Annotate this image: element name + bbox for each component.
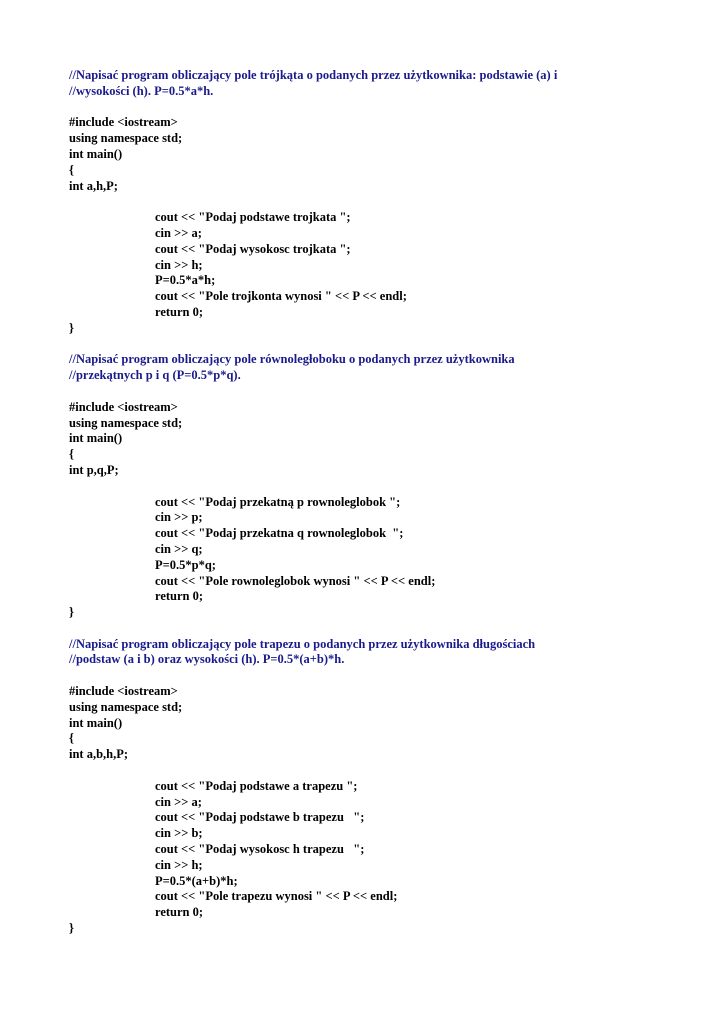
code-line: cout << "Pole trojkonta wynosi " << P << endl;: [155, 289, 407, 304]
code-line: return 0;: [155, 589, 204, 604]
code-line: }: [69, 605, 74, 620]
code-line: cout << "Pole trapezu wynosi " << P << endl;: [155, 889, 398, 904]
code-line: cout << "Podaj podstawe trojkata ";: [155, 210, 351, 225]
code-line: int main(): [69, 146, 123, 161]
section-parallelogram: [69, 352, 709, 636]
code-line: cout << "Podaj wysokosc trojkata ";: [155, 241, 351, 256]
code-line: int a,h,P;: [69, 178, 118, 193]
code-line: cout << "Podaj przekatną p rownoleglobok ";: [155, 494, 401, 509]
comment-line: //Napisać program obliczający pole równoległoboku o podanych przez użytkownika: [69, 352, 515, 367]
code-line: {: [69, 731, 74, 746]
code-line: cin >> a;: [155, 225, 202, 240]
code-line: {: [69, 447, 74, 462]
code-line: #include <iostream>: [69, 115, 178, 130]
blank-line: [69, 100, 709, 116]
code-line: int main(): [69, 715, 123, 730]
code-line: cout << "Podaj wysokosc h trapezu ";: [155, 842, 365, 857]
code-line: using namespace std;: [69, 415, 183, 430]
code-line: P=0.5*p*q;: [155, 557, 216, 572]
code-line: #include <iostream>: [69, 684, 178, 699]
blank-line: [69, 194, 709, 210]
code-line: }: [69, 921, 74, 936]
code-line: cout << "Podaj przekatna q rownoleglobok ";: [155, 526, 404, 541]
blank-line: [69, 479, 709, 495]
code-line: cin >> a;: [155, 794, 202, 809]
code-line: int p,q,P;: [69, 462, 119, 477]
comment-line: //Napisać program obliczający pole trapezu o podanych przez użytkownika długościach: [69, 636, 536, 651]
code-line: cout << "Pole rownoleglobok wynosi " << P << endl;: [155, 573, 436, 588]
document-page: [69, 68, 709, 937]
blank-line: [69, 668, 709, 684]
code-line: cin >> h;: [155, 857, 203, 872]
code-line: P=0.5*a*h;: [155, 273, 216, 288]
comment-line: //Napisać program obliczający pole trójkąta o podanych przez użytkownika: podstawie (a) i: [69, 68, 558, 82]
code-line: cin >> h;: [155, 257, 203, 272]
blank-line: [69, 763, 709, 779]
code-line: cin >> p;: [155, 510, 203, 525]
code-line: cin >> b;: [155, 826, 203, 841]
comment-line: //podstaw (a i b) oraz wysokości (h). P=0.5*(a+b)*h.: [69, 652, 345, 667]
code-line: return 0;: [155, 905, 204, 920]
code-line: }: [69, 320, 74, 335]
code-line: P=0.5*(a+b)*h;: [155, 873, 238, 888]
section-triangle: [69, 68, 709, 352]
section-trapezoid: [69, 637, 709, 937]
code-line: using namespace std;: [69, 699, 183, 714]
blank-line: [69, 337, 709, 353]
code-line: {: [69, 162, 74, 177]
code-line: #include <iostream>: [69, 399, 178, 414]
code-line: cin >> q;: [155, 541, 203, 556]
code-line: cout << "Podaj podstawe b trapezu ";: [155, 810, 365, 825]
code-line: int main(): [69, 431, 123, 446]
blank-line: [69, 384, 709, 400]
blank-line: [69, 621, 709, 637]
code-line: return 0;: [155, 304, 204, 319]
comment-line: //przekątnych p i q (P=0.5*p*q).: [69, 368, 241, 383]
code-line: cout << "Podaj podstawe a trapezu ";: [155, 778, 358, 793]
comment-line: //wysokości (h). P=0.5*a*h.: [69, 83, 214, 98]
code-line: using namespace std;: [69, 131, 183, 146]
code-line: int a,b,h,P;: [69, 747, 129, 762]
